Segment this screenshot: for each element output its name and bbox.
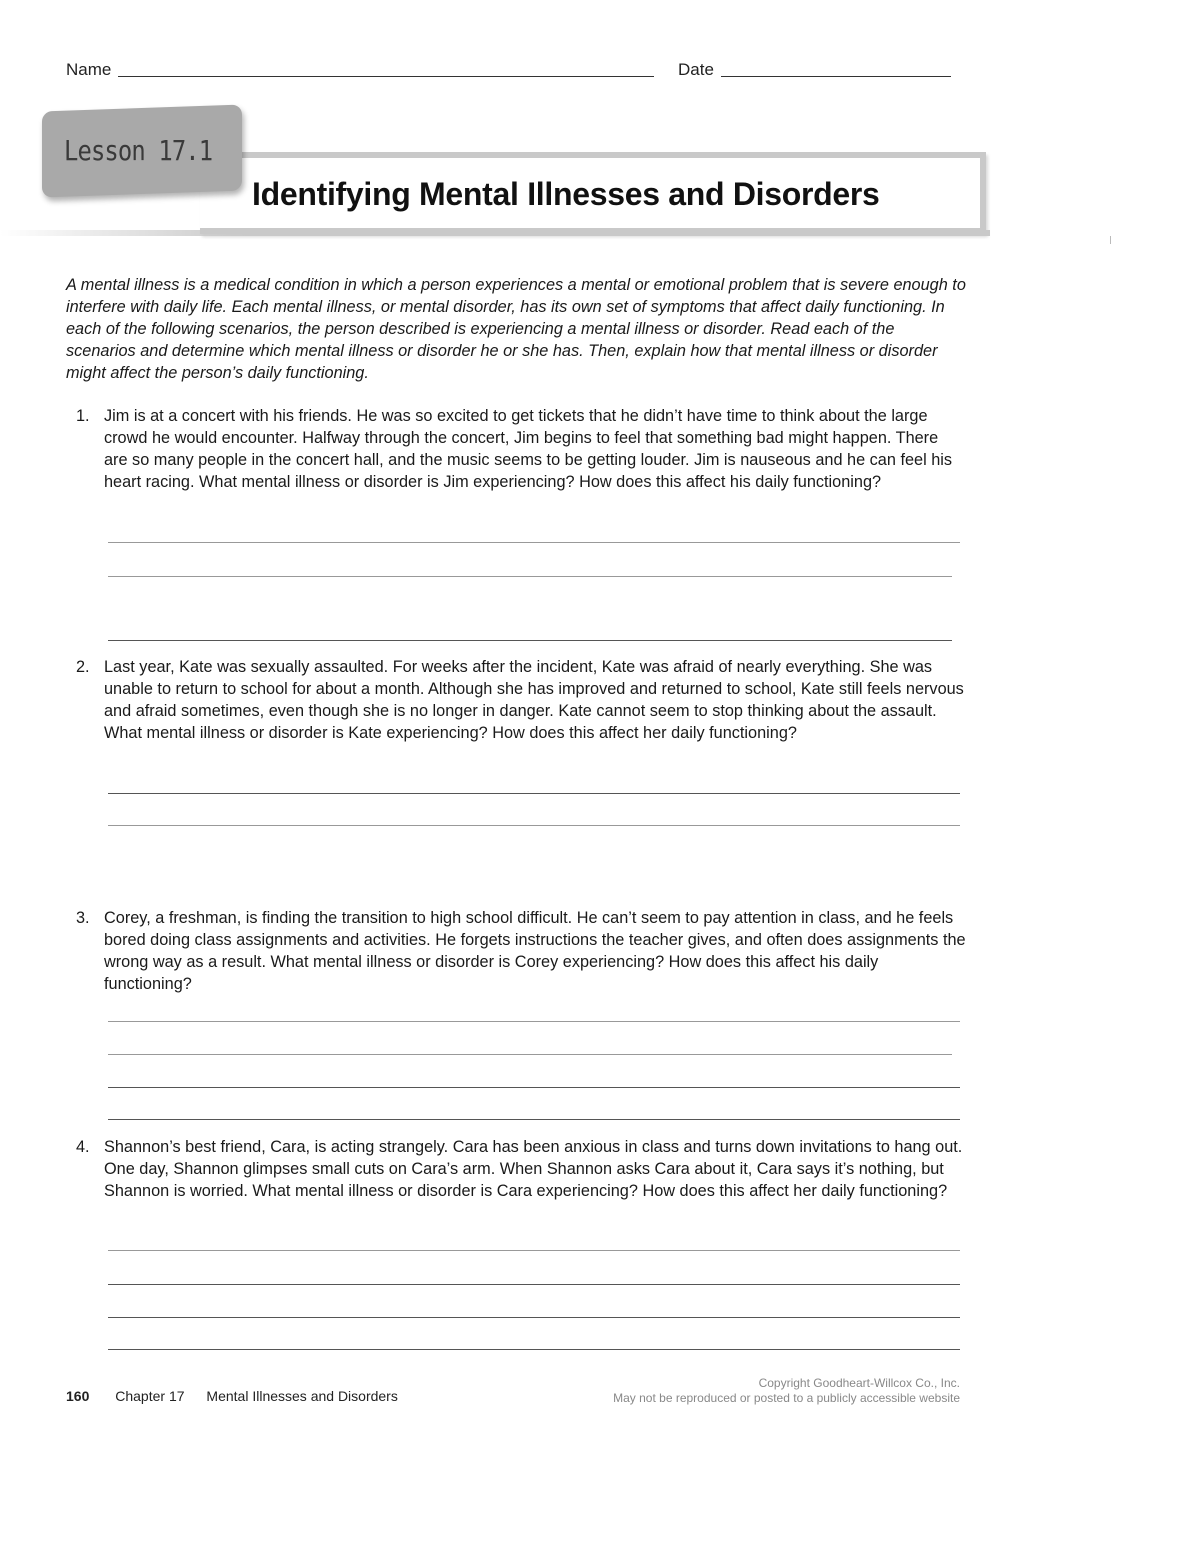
- copyright-line: Copyright Goodheart-Willcox Co., Inc.: [758, 1376, 960, 1390]
- answer-line[interactable]: [108, 1349, 960, 1350]
- answer-line[interactable]: [108, 1250, 960, 1251]
- answer-line[interactable]: [108, 1119, 960, 1120]
- name-field[interactable]: [118, 76, 654, 77]
- title-banner-rule: [0, 230, 990, 236]
- question-text: Last year, Kate was sexually assaulted. For weeks after the incident, Kate was afraid of nearly everything. She was unable to return to school for about a month. Although she has improved and returned to school, Kate still feels nervous and afraid sometimes, even though she is no longer in danger. Kate cannot seem to stop thinking about the assault. What mental illness or disorder is Kate experiencing? How does this affect her daily functioning?: [104, 658, 964, 742]
- question-number: 2.: [76, 658, 90, 676]
- question-number: 4.: [76, 1138, 90, 1156]
- page-footer: [66, 1388, 416, 1404]
- copyright-notice: [613, 1376, 960, 1406]
- answer-line[interactable]: [108, 1284, 960, 1285]
- chapter-title: Mental Illnesses and Disorders: [206, 1388, 398, 1404]
- answer-line[interactable]: [108, 1054, 952, 1055]
- question-number: 1.: [76, 407, 90, 425]
- margin-mark: [1110, 236, 1111, 244]
- instructions-paragraph: A mental illness is a medical condition in which a person experiences a mental or emotional problem that is severe enough to interfere with daily life. Each mental illness, or mental disorder, has its own set of symptoms that affect daily functioning. In each of the following scenarios, the person described is experiencing a mental illness or disorder. Read each of the scenarios and determine which mental illness or disorder he or she has. Then, explain how that mental illness or disorder might affect the person’s daily functioning.: [66, 276, 966, 382]
- answer-line[interactable]: [108, 1087, 960, 1088]
- date-label: Date: [678, 60, 714, 79]
- question-number: 3.: [76, 909, 90, 927]
- page-number: 160: [66, 1388, 90, 1404]
- answer-line[interactable]: [108, 1021, 960, 1022]
- lesson-number: Lesson 17.1: [64, 134, 213, 167]
- answer-line[interactable]: [108, 825, 960, 826]
- answer-line[interactable]: [108, 542, 960, 543]
- answer-line[interactable]: [108, 640, 952, 641]
- question-text: Jim is at a concert with his friends. He was so excited to get tickets that he didn’t have time to think about the large crowd he would encounter. Halfway through the concert, Jim begins to feel that something bad might happen. There are so many people in the concert hall, and the music seems to be getting louder. Jim is nauseous and he can feel his heart racing. What mental illness or disorder is Jim experiencing? How does this affect his daily functioning?: [104, 407, 953, 491]
- question-text: Corey, a freshman, is finding the transition to high school difficult. He can’t seem to pay attention in class, and he feels bored doing class assignments and activities. He forgets instructions the teacher gives, and often does assignments the wrong way as a result. What mental illness or disorder is Corey experiencing? How does this affect his daily functioning?: [104, 909, 966, 993]
- answer-line[interactable]: [108, 576, 952, 577]
- name-label: Name: [66, 60, 112, 79]
- question-text: Shannon’s best friend, Cara, is acting strangely. Cara has been anxious in class and turns down invitations to hang out. One day, Shannon glimpses small cuts on Cara’s arm. When Shannon asks Cara about it, Cara says it’s nothing, but Shannon is worried. What mental illness or disorder is Cara experiencing? How does this affect her daily functioning?: [104, 1138, 963, 1200]
- answer-line[interactable]: [108, 793, 960, 794]
- page-title: Identifying Mental Illnesses and Disorders: [252, 176, 880, 212]
- reproduction-notice: May not be reproduced or posted to a publicly accessible website: [613, 1391, 960, 1405]
- chapter-label: Chapter 17: [115, 1388, 185, 1404]
- answer-line[interactable]: [108, 1317, 960, 1318]
- date-field[interactable]: [721, 76, 951, 77]
